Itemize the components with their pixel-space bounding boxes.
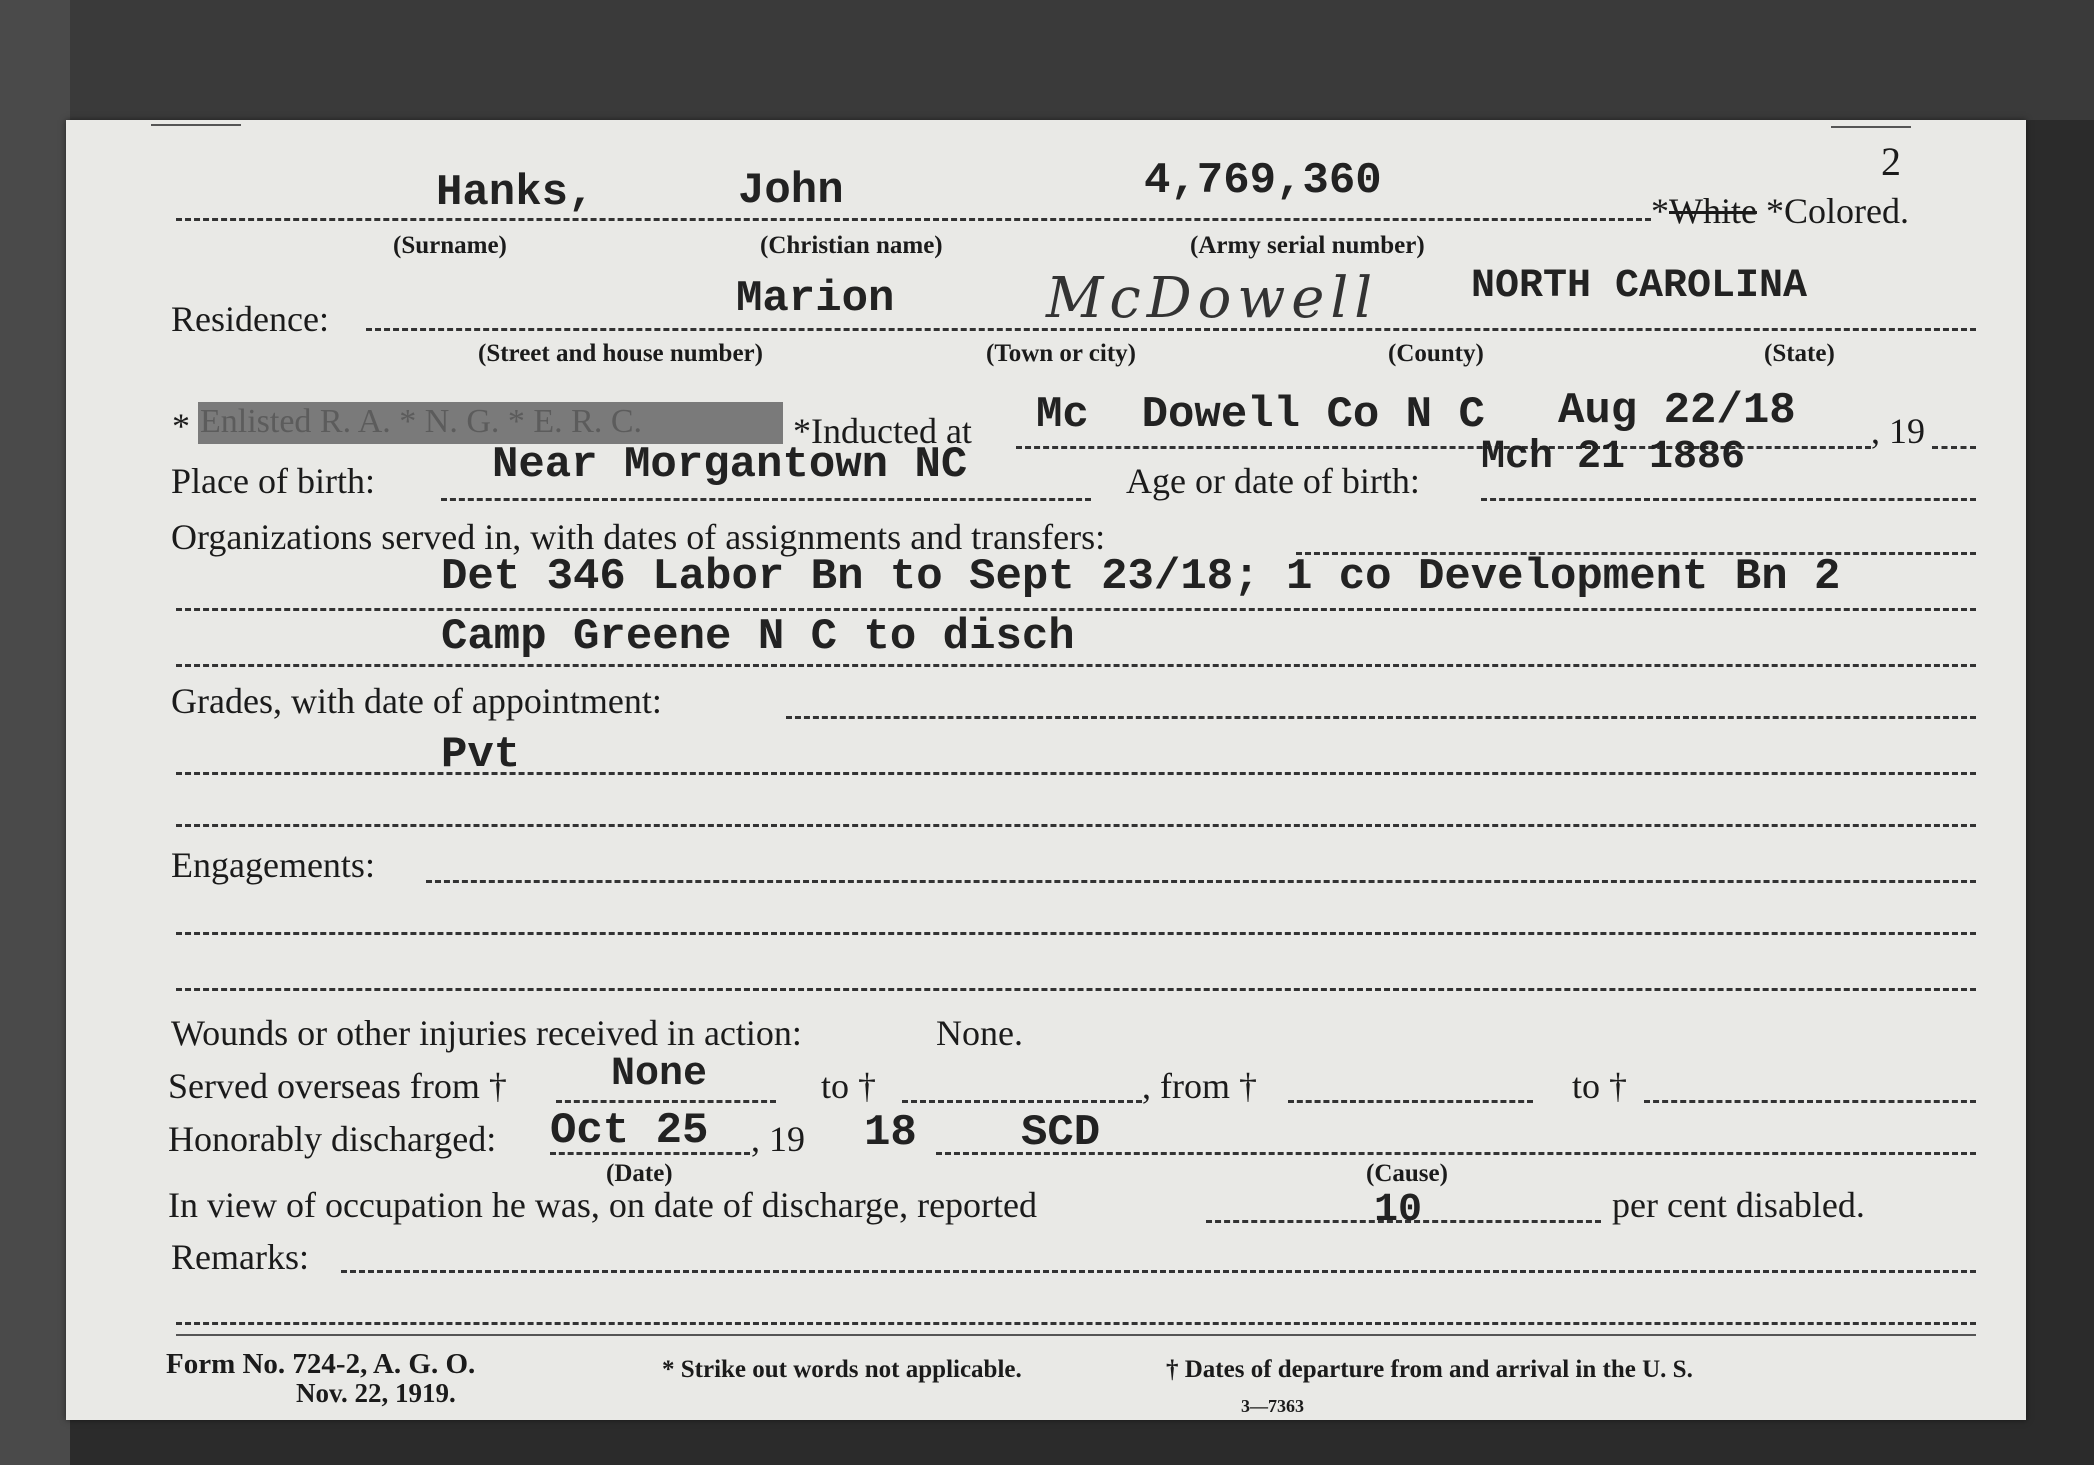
grades-label: Grades, with date of appointment:: [171, 681, 662, 721]
race-white: White: [1669, 191, 1757, 231]
christian-name-value: John: [738, 166, 844, 216]
overseas-from-value: None: [611, 1052, 708, 1097]
inducted-date: Aug 22/18: [1558, 386, 1796, 436]
scan-background-left: [0, 0, 70, 1465]
race-options: [1651, 190, 1909, 232]
surname-caption: (Surname): [393, 232, 507, 259]
discharge-label: Honorably discharged:: [168, 1119, 497, 1159]
engagements-line-b: [176, 988, 1976, 991]
organizations-line-1: Det 346 Labor Bn to Sept 23/18; 1 co Development Bn 2: [441, 552, 1841, 602]
wounds-value: None.: [936, 1013, 1023, 1053]
overseas-from-line: [556, 1100, 776, 1103]
residence-label: Residence:: [171, 299, 329, 339]
form-number: Form No. 724-2, A. G. O.: [166, 1348, 476, 1380]
serial-number-caption: (Army serial number): [1190, 232, 1425, 259]
engagements-label: Engagements:: [171, 845, 375, 885]
disability-suffix: per cent disabled.: [1612, 1185, 1865, 1225]
residence-line: [366, 328, 1976, 331]
residence-town: Marion: [736, 274, 895, 324]
dates-note: † Dates of departure from and arrival in the U. S.: [1166, 1356, 1693, 1383]
serial-number-value: 4,769,360: [1144, 156, 1382, 206]
engagements-line-0: [426, 880, 1976, 883]
organizations-line-a: [176, 608, 1976, 611]
corner-mark: [151, 124, 241, 126]
inducted-year-prefix: , 19: [1871, 411, 1925, 451]
discharge-cause-caption: (Cause): [1366, 1160, 1448, 1187]
place-of-birth-label: Place of birth:: [171, 461, 375, 501]
grades-line-0: [786, 716, 1976, 719]
grades-value: Pvt: [441, 730, 521, 780]
discharge-year-prefix: , 19: [751, 1119, 805, 1159]
inducted-place: Mc Dowell Co N C: [1036, 390, 1485, 440]
remarks-label: Remarks:: [171, 1237, 309, 1277]
enlisted-text: Enlisted R. A. * N. G. * E. R. C.: [200, 403, 643, 440]
age-value: Mch 21 1886: [1481, 435, 1746, 480]
organizations-line-2: Camp Greene N C to disch: [441, 612, 1075, 662]
remarks-line-0: [341, 1270, 1976, 1273]
residence-state: NORTH CAROLINA: [1471, 264, 1808, 309]
overseas-to2-line: [1644, 1100, 1976, 1103]
overseas-label: Served overseas from †: [168, 1066, 507, 1106]
disability-value: 10: [1374, 1188, 1423, 1233]
age-line: [1481, 498, 1976, 501]
county-caption: (County): [1388, 340, 1484, 367]
age-label: Age or date of birth:: [1126, 461, 1420, 501]
town-caption: (Town or city): [986, 340, 1136, 367]
engagements-line-a: [176, 932, 1976, 935]
inducted-label: *Inducted at: [793, 411, 972, 451]
surname-value: Hanks,: [436, 168, 595, 218]
overseas-from2-line: [1288, 1100, 1533, 1103]
remarks-line-a: [176, 1322, 1976, 1325]
christian-name-caption: (Christian name): [760, 232, 943, 259]
discharge-cause-line: [936, 1152, 1976, 1155]
card-number: 2: [1881, 139, 1901, 184]
inducted-year-line: [1932, 446, 1976, 449]
scan-background-top: [0, 0, 2094, 120]
wounds-label: Wounds or other injuries received in action:: [171, 1013, 802, 1053]
name-line: [176, 218, 1651, 221]
discharge-date-caption: (Date): [606, 1160, 673, 1187]
star-mark: *: [1651, 191, 1669, 231]
grades-line-a: [176, 772, 1976, 775]
enlisted-star: *: [172, 406, 190, 446]
form-date: Nov. 22, 1919.: [296, 1378, 456, 1408]
discharge-cause: SCD: [1021, 1108, 1101, 1158]
place-of-birth-line: [441, 498, 1091, 501]
discharge-date: Oct 25: [550, 1106, 709, 1156]
street-caption: (Street and house number): [478, 340, 763, 367]
place-of-birth-value: Near Morgantown NC: [492, 440, 968, 490]
disability-label: In view of occupation he was, on date of discharge, reported: [168, 1185, 1038, 1225]
overseas-to2-label: to †: [1572, 1066, 1628, 1106]
organizations-line-b: [176, 664, 1976, 667]
star-mark: *: [1765, 191, 1784, 231]
corner-mark: [1831, 126, 1911, 128]
discharge-year: 18: [864, 1108, 917, 1158]
discharge-date-line: [550, 1152, 750, 1155]
strike-note: * Strike out words not applicable.: [662, 1356, 1022, 1383]
grades-line-b: [176, 824, 1976, 827]
race-colored: Colored.: [1783, 191, 1909, 231]
service-record-card: [66, 120, 2026, 1420]
footer-rule: [176, 1334, 1976, 1336]
overseas-to-label: to †: [821, 1066, 877, 1106]
print-code: 3—7363: [1241, 1396, 1304, 1416]
organizations-label: Organizations served in, with dates of assignments and transfers:: [171, 517, 1106, 557]
overseas-to-line: [902, 1100, 1142, 1103]
residence-county: McDowell: [1046, 266, 1379, 331]
overseas-from2-label: , from †: [1142, 1066, 1257, 1106]
state-caption: (State): [1764, 340, 1835, 367]
